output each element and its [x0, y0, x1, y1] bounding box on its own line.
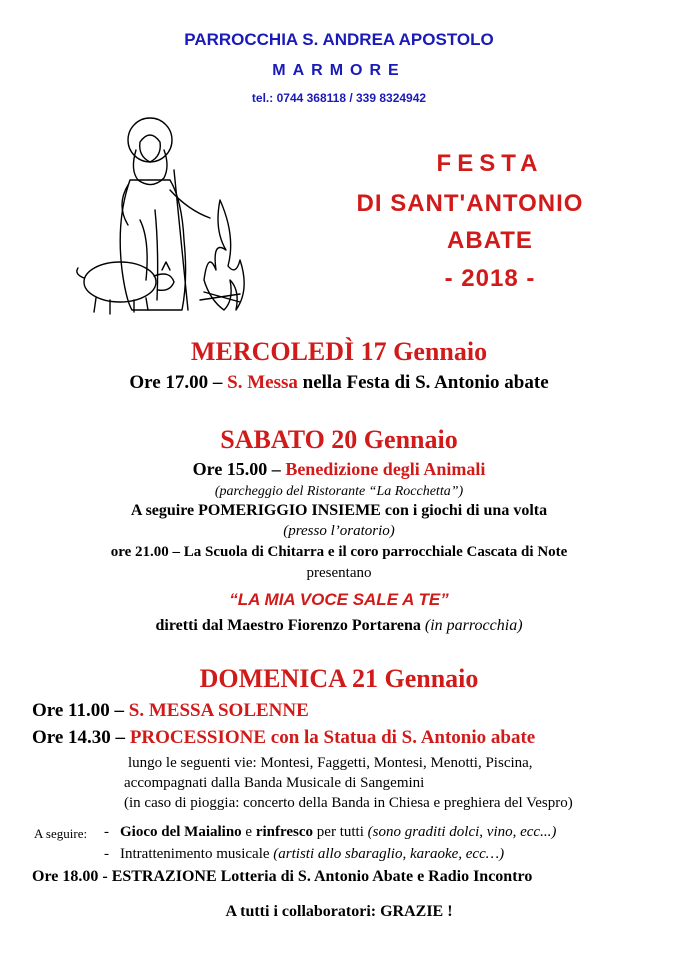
- note: (artisti allo sbaraglio, karaoke, ecc…): [273, 846, 505, 862]
- extra-item-2: [120, 846, 504, 863]
- day2-director: [0, 617, 678, 635]
- note: (sono graditi dolci, vino, ecc...): [367, 824, 557, 840]
- time: Ore 14.30 –: [32, 727, 130, 748]
- event: PROCESSIONE con la Statua di S. Antonio abate: [129, 727, 536, 748]
- for-all: per tutti: [313, 824, 368, 840]
- dash: -: [104, 824, 109, 840]
- time: Ore 11.00 –: [32, 700, 129, 721]
- time: Ore 15.00 –: [192, 459, 286, 479]
- staff: [174, 170, 188, 310]
- day3-rain: (in caso di pioggia: concerto della Banda in Chiesa e preghiera del Vespro): [124, 795, 573, 811]
- title-saint: DI SANT'ANTONIO: [356, 190, 584, 217]
- extra-label: A seguire:: [34, 826, 88, 841]
- day3-band: accompagnati dalla Banda Musicale di Sangemini: [124, 775, 425, 791]
- detail: nella Festa di S. Antonio abate: [297, 372, 549, 393]
- day1-mass-line: [0, 372, 678, 394]
- title-year: - 2018 -: [444, 265, 536, 292]
- game: Gioco del Maialino: [120, 824, 242, 840]
- thanks: A tutti i collaboratori: GRAZIE !: [225, 903, 453, 920]
- day2-blessing-line: [0, 459, 678, 480]
- day3-heading: DOMENICA 21 Gennaio: [199, 664, 479, 693]
- day3-mass-line: [32, 700, 309, 722]
- day1-heading: MERCOLEDÌ 17 Gennaio: [190, 337, 488, 366]
- dash: -: [104, 846, 109, 862]
- parish-name: PARROCCHIA S. ANDREA APOSTOLO: [184, 30, 494, 49]
- day2-presentano: presentano: [306, 565, 372, 581]
- day2-afternoon: A seguire POMERIGGIO INSIEME con i giochi di una volta: [130, 502, 548, 519]
- director-text: diretti dal Maestro Fiorenzo Portarena: [155, 617, 425, 634]
- venue: (in parrocchia): [424, 617, 523, 634]
- extra-item-1: [120, 824, 556, 841]
- day3-route: lungo le seguenti vie: Montesi, Faggetti, Montesi, Menotti, Piscina,: [128, 755, 533, 771]
- day2-heading: SABATO 20 Gennaio: [220, 425, 458, 454]
- town-name: MARMORE: [272, 62, 406, 79]
- phone-numbers: tel.: 0744 368118 / 339 8324942: [251, 91, 427, 105]
- day2-location: (parcheggio del Ristorante “La Rocchetta”): [214, 484, 464, 499]
- event: S. Messa: [227, 372, 298, 393]
- saint-head: [140, 135, 161, 162]
- event: Benedizione degli Animali: [285, 459, 486, 479]
- day2-show-title: “LA MIA VOCE SALE A TE”: [229, 590, 449, 609]
- day3-procession-line: [32, 727, 535, 749]
- day2-evening: ore 21.00 – La Scuola di Chitarra e il coro parrocchiale Cascata di Note: [110, 544, 568, 560]
- pig: [84, 262, 156, 302]
- refreshment: rinfresco: [255, 824, 314, 840]
- day2-oratory: (presso l’oratorio): [283, 523, 395, 539]
- title-festa: FESTA: [436, 150, 544, 177]
- music: Intrattenimento musicale: [120, 846, 274, 862]
- saint-antonio-illustration: [70, 110, 270, 325]
- title-abate: ABATE: [447, 227, 533, 254]
- lottery-line: Ore 18.00 - ESTRAZIONE Lotteria di S. Antonio Abate e Radio Incontro: [32, 868, 533, 885]
- time: Ore 17.00 –: [129, 372, 228, 393]
- event: S. MESSA SOLENNE: [128, 700, 309, 721]
- conj: e: [241, 824, 256, 840]
